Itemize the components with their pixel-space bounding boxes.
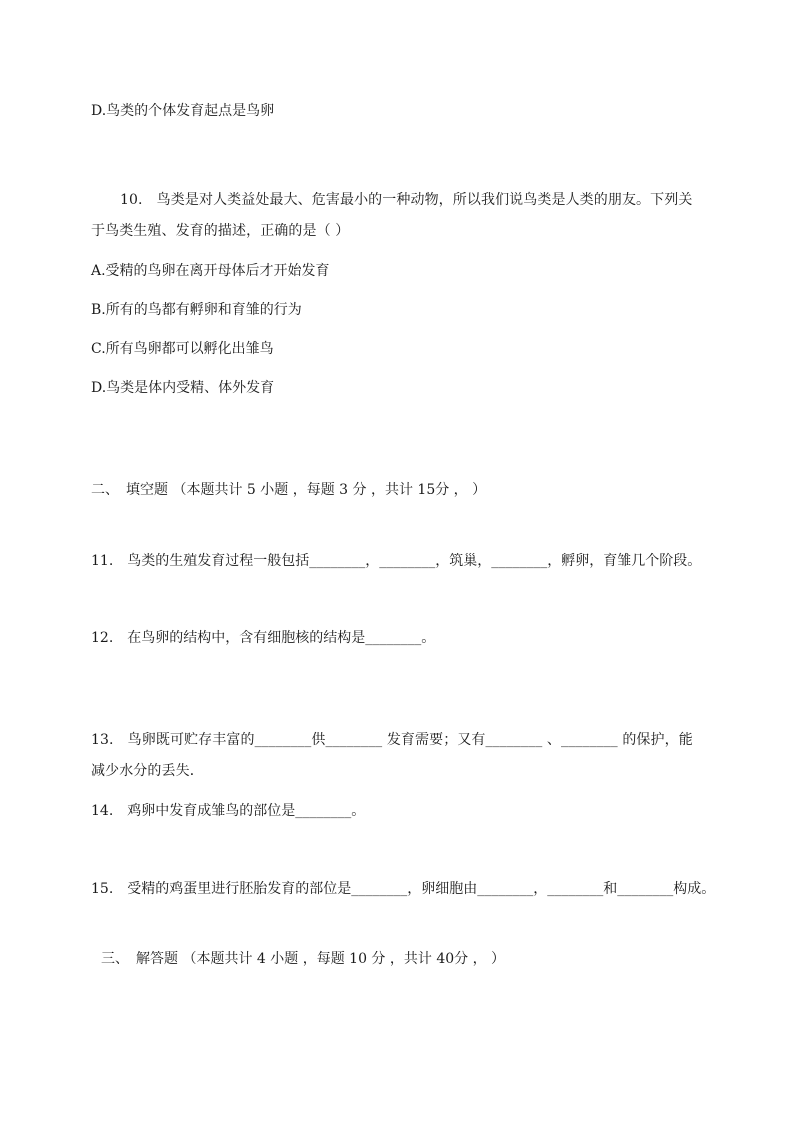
section-3-heading: 三、 解答题 （本题共计 4 小题 ，每题 10 分 ，共计 40分 ， ） [101,951,506,967]
q10-option-d: D.鸟类是体内受精、体外发育 [91,380,275,396]
question-10: 10. 鸟类是对人类益处最大、危害最小的一种动物，所以我们说鸟类是人类的朋友。下列关于鸟类生殖、发育的描述，正确的是（ ） [91,192,693,239]
question-13: 13. 鸟卵既可贮存丰富的________供________ 发育需要；又有________ 、________ 的保护，能减少水分的丢失． [91,732,693,779]
question-11: 11. 鸟类的生殖发育过程一般包括________，________，筑巢，________，孵卵，育雏几个阶段。 [91,553,702,569]
question-12: 12. 在鸟卵的结构中，含有细胞核的结构是________。 [91,630,436,646]
q10-option-a: A.受精的鸟卵在离开母体后才开始发育 [91,263,330,279]
q10-option-c: C.所有鸟卵都可以孵化出雏鸟 [91,341,274,357]
question-15: 15. 受精的鸡蛋里进行胚胎发育的部位是________，卵细胞由________，________和________构成。 [91,881,716,897]
prev-option-d: D.鸟类的个体发育起点是鸟卵 [91,103,275,119]
q10-option-b: B.所有的鸟都有孵卵和育雏的行为 [91,302,302,318]
section-2-heading: 二、 填空题 （本题共计 5 小题 ，每题 3 分 ，共计 15分 ， ） [91,482,487,498]
question-14: 14. 鸡卵中发育成雏鸟的部位是________。 [91,803,366,819]
